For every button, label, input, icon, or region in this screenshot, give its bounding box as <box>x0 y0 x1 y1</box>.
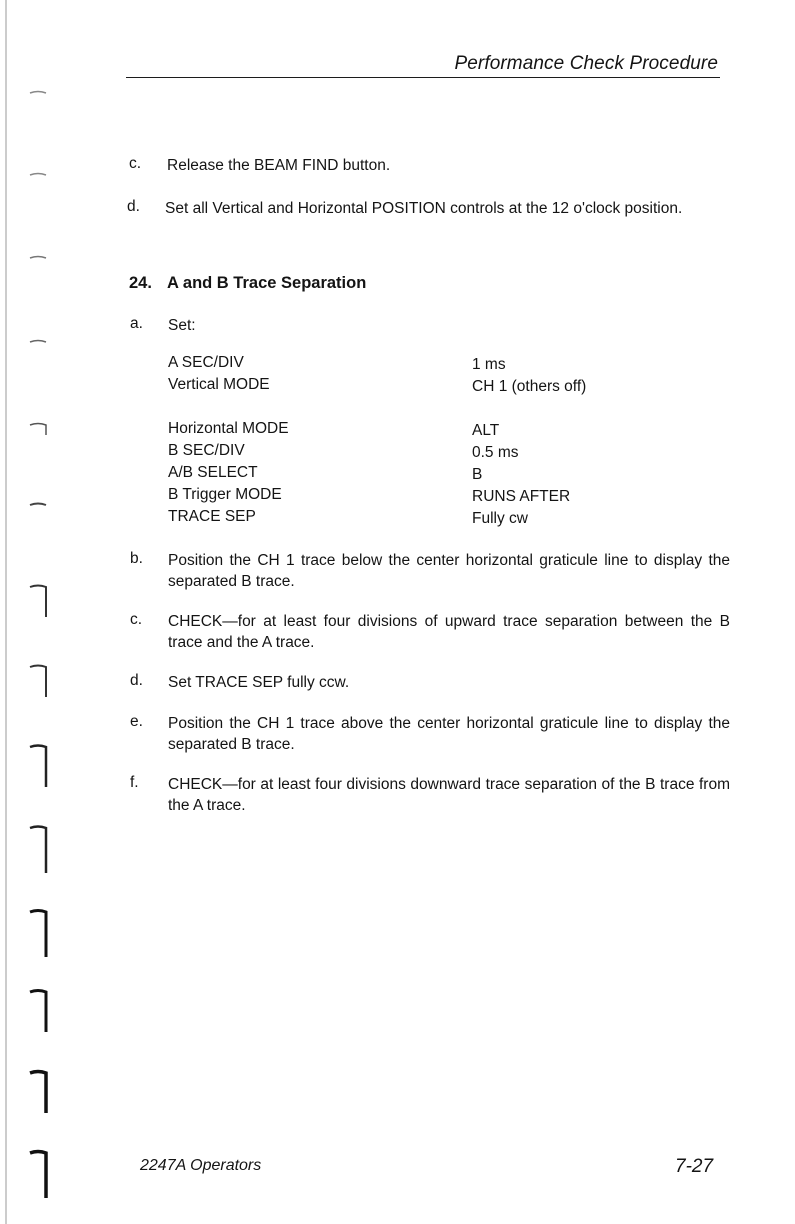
step-text: Release the BEAM FIND button. <box>167 157 391 174</box>
header-rule <box>126 77 720 78</box>
settings-row <box>168 376 728 398</box>
settings-row <box>168 354 728 376</box>
footer-page-number: 7-27 <box>675 1156 714 1177</box>
step-letter: d. <box>130 672 143 689</box>
setting-value: Fully cw <box>472 510 528 527</box>
section-heading <box>129 274 366 293</box>
settings-row <box>168 442 728 464</box>
settings-row <box>168 508 728 530</box>
section-title: A and B Trace Separation <box>167 274 367 292</box>
setting-value: CH 1 (others off) <box>472 378 587 395</box>
setting-label: A/B SELECT <box>168 464 258 481</box>
footer-manual-title: 2247A Operators <box>140 1157 262 1174</box>
step-letter: d. <box>127 198 140 215</box>
setting-value: 0.5 ms <box>472 444 519 461</box>
step-text: Set: <box>168 317 196 334</box>
step-text: CHECK—for at least four divisions of upward trace separation between the B trace and the A trace. <box>168 613 730 651</box>
step-text: CHECK—for at least four divisions downward trace separation of the B trace from the A trace. <box>168 776 730 814</box>
running-header: Performance Check Procedure <box>454 53 718 74</box>
setting-value: ALT <box>472 422 500 439</box>
setting-label: TRACE SEP <box>168 508 256 525</box>
settings-row <box>168 420 728 442</box>
scan-margin-marks <box>0 0 60 1224</box>
step-text: Set TRACE SEP fully ccw. <box>168 674 350 691</box>
step-letter: b. <box>130 550 143 567</box>
step-letter: c. <box>129 155 142 172</box>
settings-row <box>168 464 728 486</box>
section-number: 24. <box>129 274 152 292</box>
step-text: Position the CH 1 trace below the center horizontal graticule line to display the separated B trace. <box>168 552 730 590</box>
setting-label: A SEC/DIV <box>168 354 244 371</box>
setting-value: 1 ms <box>472 356 506 373</box>
step-text: Set all Vertical and Horizontal POSITION controls at the 12 o'clock position. <box>165 200 683 217</box>
settings-row <box>168 486 728 508</box>
setting-label: B SEC/DIV <box>168 442 245 459</box>
step-letter: f. <box>130 774 139 791</box>
step-letter: e. <box>130 713 143 730</box>
setting-value: RUNS AFTER <box>472 488 571 505</box>
setting-label: Horizontal MODE <box>168 420 289 437</box>
setting-value: B <box>472 466 483 483</box>
setting-label: Vertical MODE <box>168 376 270 393</box>
step-letter: a. <box>130 315 143 332</box>
step-text: Position the CH 1 trace above the center horizontal graticule line to display the separated B trace. <box>168 715 730 753</box>
setting-label: B Trigger MODE <box>168 486 282 503</box>
step-letter: c. <box>130 611 143 628</box>
